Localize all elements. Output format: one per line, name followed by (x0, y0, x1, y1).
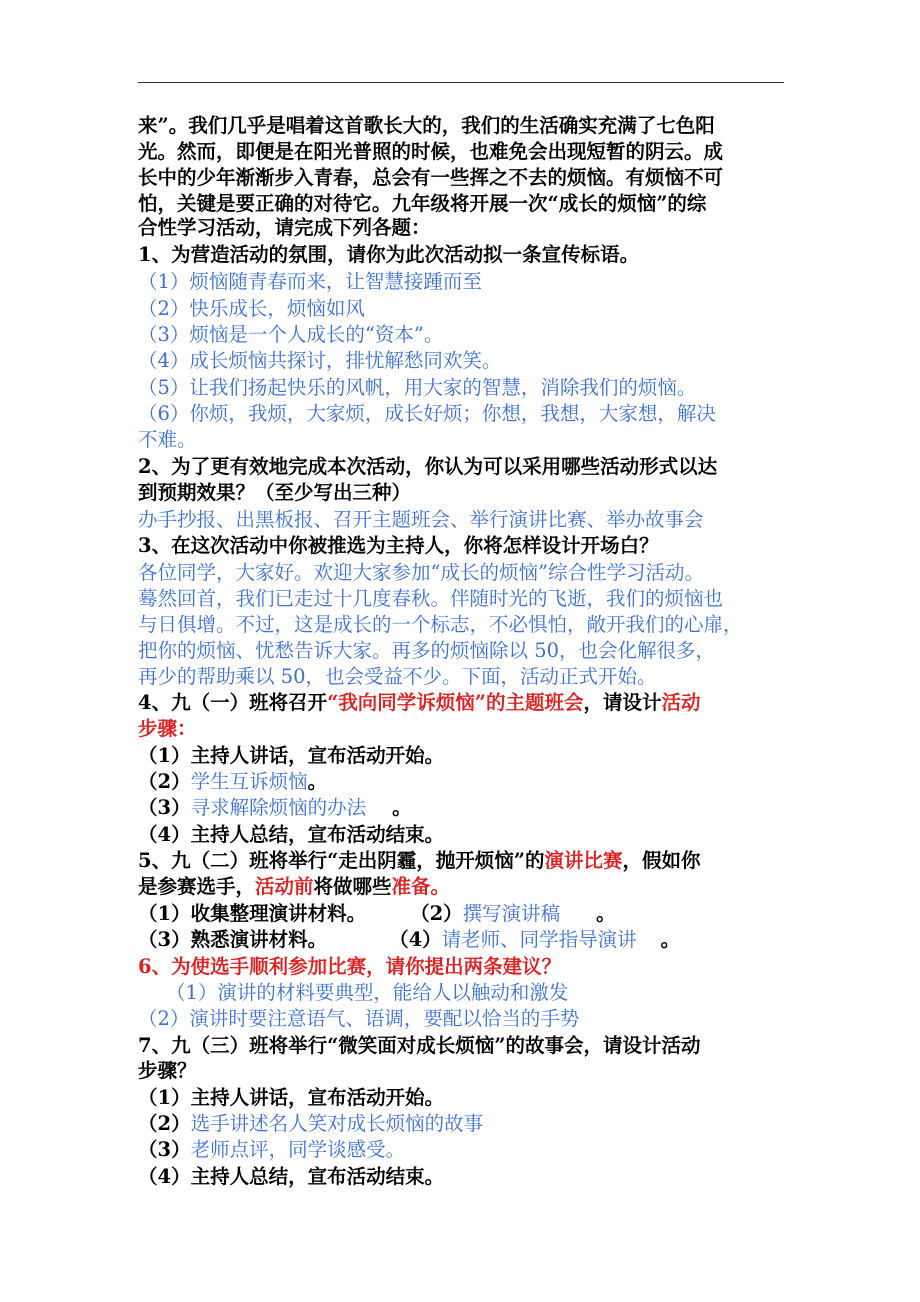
q5-question-part-4: 是参赛选手， (138, 875, 256, 898)
q3-question: 3、在这次活动中你被推选为主持人，你将怎样设计开场白？ (138, 534, 659, 557)
q4-step-3-number: （3） (138, 796, 191, 819)
q4-step-2-text: 学生互诉烦恼 (190, 770, 308, 793)
q1-question: 1、为营造活动的氛围，请你为此次活动拟一条宣传标语。 (138, 243, 640, 266)
q5-prep-2-number: （2） (410, 902, 463, 925)
q5-question-line-1 (138, 848, 798, 874)
intro-line-3: 长中的少年渐渐步入青春，总会有一些挥之不去的烦恼。有烦恼不可 (138, 166, 724, 189)
q5-prep-4-text: 请老师、同学指导演讲 (441, 928, 637, 951)
q6-answer-2: （2）演讲时要注意语气、语调，要配以恰当的手势 (138, 1007, 580, 1030)
q7-question-line-1: 7、九（三）班将举行“微笑面对成长烦恼”的故事会，请设计活动 (138, 1034, 701, 1057)
q1-answer-6-line-1: （6）你烦，我烦，大家烦，成长好烦；你想，我想，大家想，解决 (138, 402, 716, 425)
q2-answer: 办手抄报、出黑板报、召开主题班会、举行演讲比赛、举办故事会 (138, 508, 704, 531)
q6-question: 6、为使选手顺利参加比赛，请你提出两条建议？ (138, 955, 562, 978)
q7-step-3-number: （3） (138, 1138, 191, 1161)
q5-prep-row-2 (138, 927, 798, 953)
q3-answer-line-4: 把你的烦恼、忧愁告诉大家。再多的烦恼除以 50，也会化解很多， (138, 639, 716, 662)
q4-question-line-1 (138, 690, 798, 716)
q4-question-part-3: ，请设计 (583, 691, 662, 714)
q7-step-2 (138, 1111, 798, 1137)
q5-question-part-1: 5、九（二）班将举行“走出阴霾，抛开烦恼”的 (138, 849, 545, 872)
q5-prep-row-1 (138, 901, 798, 927)
q3-answer-line-3: 与日俱增。不过，这是成长的一个标志，不必惧怕，敞开我们的心扉， (138, 613, 743, 636)
q7-step-4: （4）主持人总结，宣布活动结束。 (138, 1165, 445, 1188)
q2-question-line-2: 到预期效果？（至少写出三种） (138, 481, 412, 504)
q1-answer-2: （2）快乐成长，烦恼如风 (138, 297, 365, 320)
q5-question-line-2 (138, 874, 798, 900)
q3-answer-line-5: 再少的帮助乘以 50，也会受益不少。下面，活动正式开始。 (138, 665, 657, 688)
q5-preparation: 准备。 (391, 875, 451, 898)
q4-topic: “我向同学诉烦恼”的主题班会 (327, 691, 584, 714)
q1-answer-1: （1）烦恼随青春而来，让智慧接踵而至 (138, 270, 482, 293)
q5-prep-4-end: 。 (660, 928, 681, 951)
q5-prep-1: （1）收集整理演讲材料。 (138, 902, 367, 925)
q4-step-2-number: （2） (138, 770, 191, 793)
q3-answer-line-2: 蓦然回首，我们已走过十几度春秋。伴随时光的飞逝，我们的烦恼也 (138, 587, 724, 610)
q5-question-part-3: ，假如你 (622, 849, 701, 872)
q7-step-3-text: 老师点评，同学谈感受。 (190, 1138, 406, 1161)
header-rule (138, 82, 784, 83)
q7-step-1: （1）主持人讲话，宣布活动开始。 (138, 1086, 445, 1109)
q5-prep-2-text: 撰写演讲稿 (462, 902, 561, 925)
q5-prep-3: （3）熟悉演讲材料。 (138, 928, 328, 951)
q6-answer-1: （1）演讲的材料要典型，能给人以触动和激发 (166, 981, 569, 1004)
intro-line-1: 来”。我们几乎是唱着这首歌长大的，我们的生活确实充满了七色阳 (138, 114, 715, 137)
q2-question-line-1: 2、为了更有效地完成本次活动，你认为可以采用哪些活动形式以达 (138, 455, 718, 478)
q7-step-3 (138, 1137, 798, 1163)
q4-step-3-text: 寻求解除烦恼的办法 (190, 796, 367, 819)
q4-step-2 (138, 769, 798, 795)
q1-answer-6-line-2: 不难。 (138, 428, 197, 451)
q1-answer-5: （5）让我们扬起快乐的风帆，用大家的智慧，消除我们的烦恼。 (138, 376, 697, 399)
q5-prep-2-end: 。 (596, 902, 616, 925)
q4-question-line-2: 步骤： (138, 717, 197, 740)
q4-question-part-1: 4、九（一）班将召开 (138, 691, 328, 714)
q4-step-3 (138, 795, 798, 821)
intro-line-2: 光。然而，即便是在阳光普照的时候，也难免会出现短暂的阴云。成 (138, 140, 724, 163)
q7-step-2-number: （2） (138, 1112, 191, 1135)
q5-prep-4-number: （4） (389, 928, 442, 951)
q7-step-2-text: 选手讲述名人笑对成长烦恼的故事 (190, 1112, 484, 1135)
q4-step-4: （4）主持人总结，宣布活动结束。 (138, 823, 445, 846)
intro-line-4: 怕，关键是要正确的对待它。九年级将开展一次“成长的烦恼”的综 (138, 192, 707, 215)
q5-before-activity: 活动前 (255, 875, 314, 898)
intro-line-5: 合性学习活动，请完成下列各题： (138, 216, 431, 239)
q4-activity-word: 活动 (661, 691, 701, 714)
q4-step-3-end: 。 (392, 796, 412, 819)
q4-step-1: （1）主持人讲话，宣布活动开始。 (138, 744, 445, 767)
q5-speech-contest: 演讲比赛 (544, 849, 623, 872)
q7-question-line-2: 步骤？ (138, 1059, 197, 1082)
q5-question-part-6: 将做哪些 (313, 875, 392, 898)
q4-step-2-end: 。 (307, 770, 328, 793)
q1-answer-4: （4）成长烦恼共探讨，排忧解愁同欢笑。 (138, 349, 502, 372)
q3-answer-line-1: 各位同学，大家好。欢迎大家参加“成长的烦恼”综合性学习活动。 (138, 561, 704, 584)
q1-answer-3: （3）烦恼是一个人成长的“资本”。 (138, 323, 444, 346)
